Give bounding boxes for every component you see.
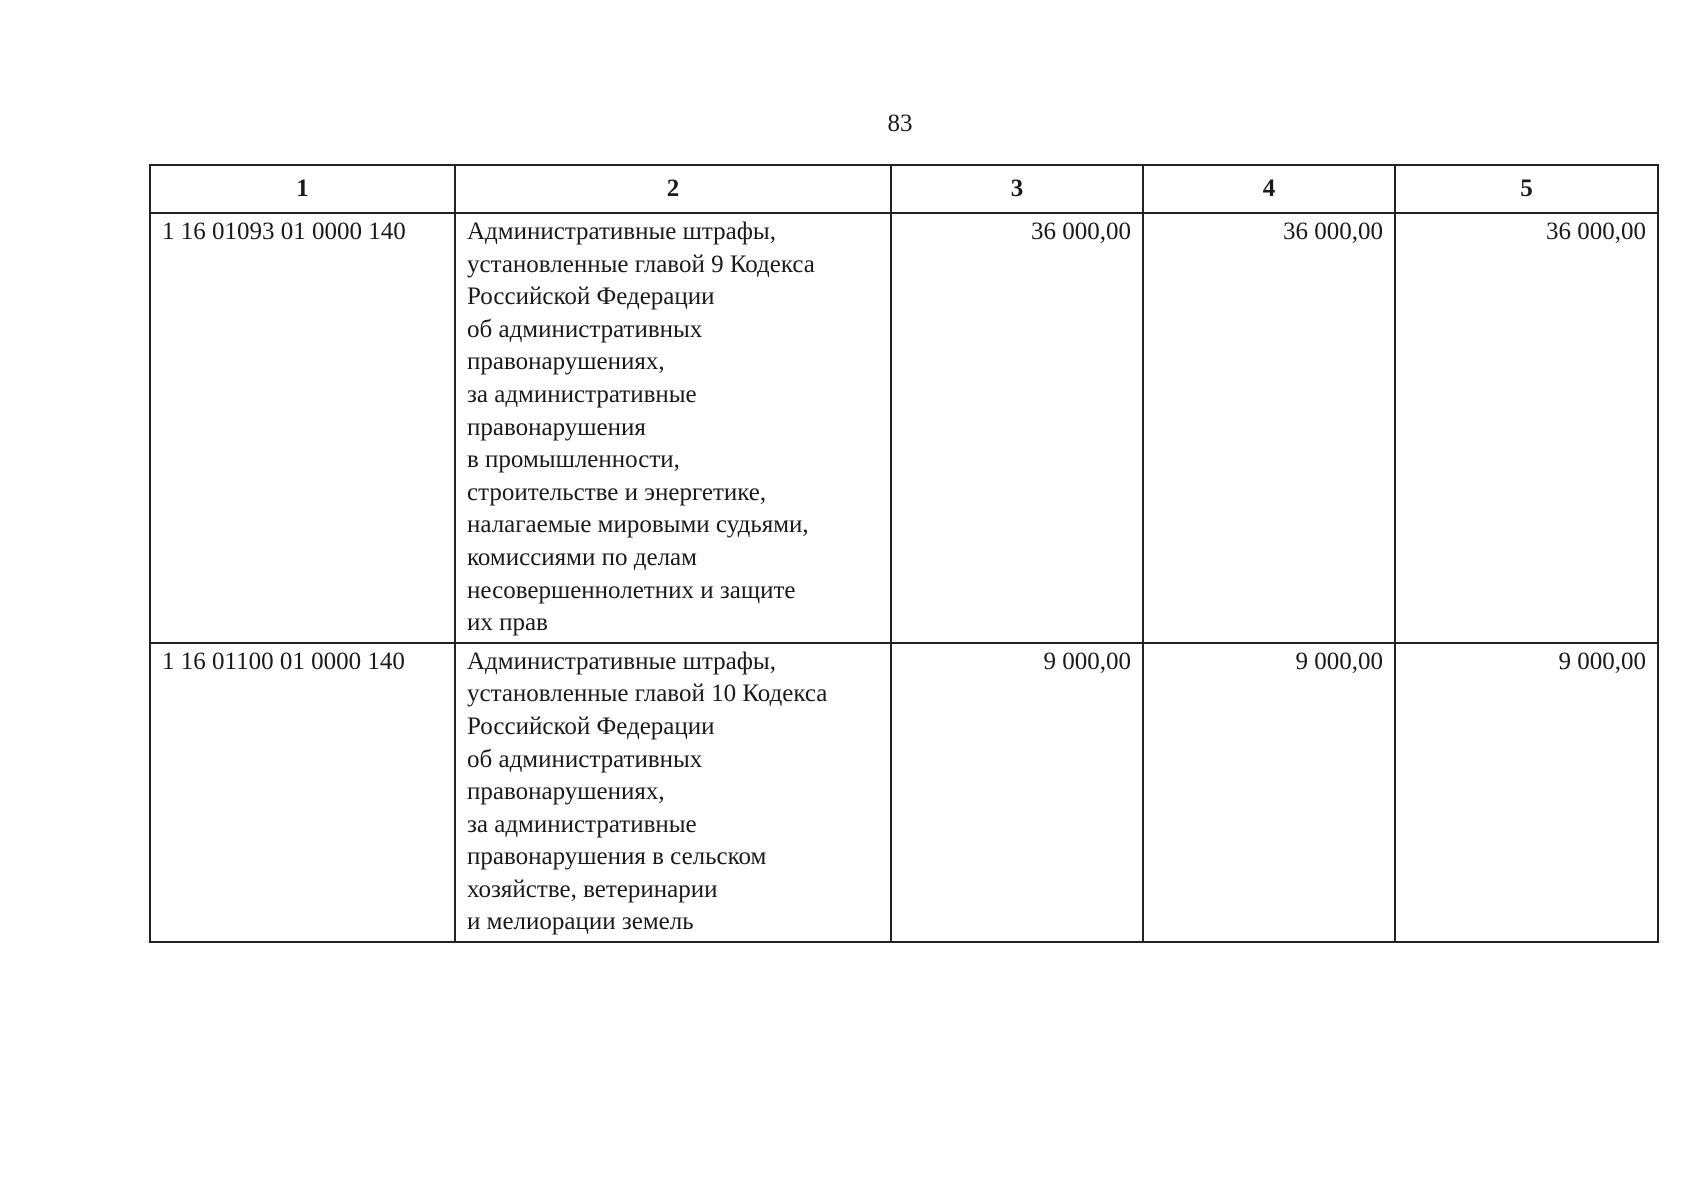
header-row (150, 165, 1658, 213)
amount-cell-col4: 9 000,00 (1143, 643, 1395, 942)
page-number: 83 (887, 110, 913, 137)
amount-cell-col5: 9 000,00 (1395, 643, 1658, 942)
column-header-2: 2 (455, 165, 891, 213)
table-row (150, 213, 1658, 643)
amount-cell-col3: 36 000,00 (891, 213, 1143, 643)
budget-code-cell: 1 16 01100 01 0000 140 (150, 643, 455, 942)
amount-cell-col3: 9 000,00 (891, 643, 1143, 942)
budget-code-cell: 1 16 01093 01 0000 140 (150, 213, 455, 643)
description-cell: Административные штрафы, установленные главой 9 Кодекса Российской Федерации об административных правонарушениях, за административные правонарушения в промышленности, строительстве и энергетике, налагаемые мировыми судьями, комиссиями по делам несовершеннолетних и защите их прав (455, 213, 891, 643)
column-header-4: 4 (1143, 165, 1395, 213)
budget-revenue-table (149, 164, 1659, 943)
column-header-3: 3 (891, 165, 1143, 213)
description-cell: Административные штрафы, установленные главой 10 Кодекса Российской Федерации об административных правонарушениях, за административные правонарушения в сельском хозяйстве, ветеринарии и мелиорации земель (455, 643, 891, 942)
column-header-5: 5 (1395, 165, 1658, 213)
amount-cell-col4: 36 000,00 (1143, 213, 1395, 643)
amount-cell-col5: 36 000,00 (1395, 213, 1658, 643)
column-header-1: 1 (150, 165, 455, 213)
table-row (150, 643, 1658, 942)
